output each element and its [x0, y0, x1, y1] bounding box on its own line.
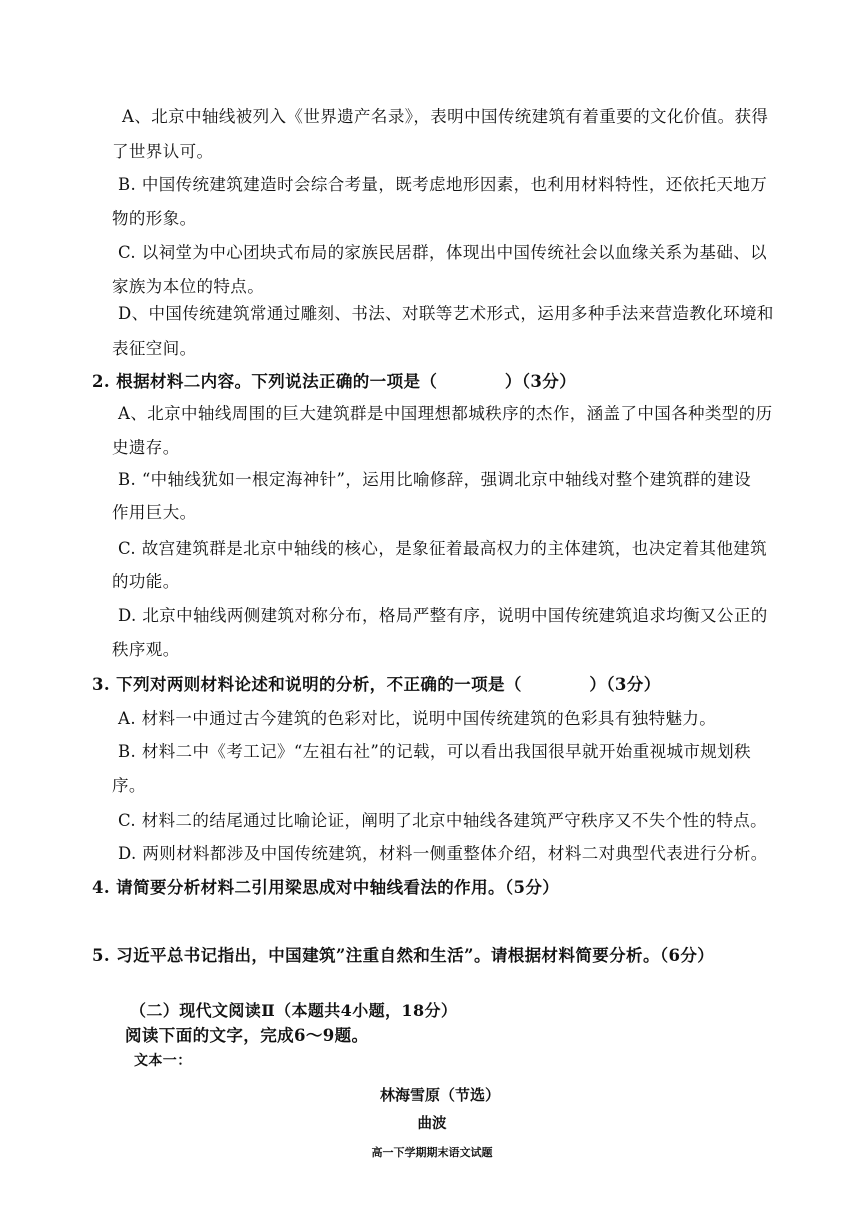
q3-option-c: C. 材料二的结尾通过比喻论证，阐明了北京中轴线各建筑严守秩序又不失个性的特点。 — [118, 811, 768, 830]
q1-option-b-line1: B. 中国传统建筑建造时会综合考量，既考虑地形因素，也利用材料特性，还依托天地万 — [118, 175, 768, 194]
q2-option-a-line1: A、北京中轴线周围的巨大建筑群是中国理想都城秩序的杰作，涵盖了中国各种类型的历 — [118, 404, 773, 423]
q2-option-b-line2: 作用巨大。 — [112, 503, 197, 522]
q2-option-a-line2: 史遗存。 — [112, 438, 180, 457]
q2-option-c-line1: C. 故宫建筑群是北京中轴线的核心，是象征着最高权力的主体建筑，也决定着其他建筑 — [118, 539, 768, 558]
q3-option-b-line2: 序。 — [112, 776, 146, 795]
q1-option-c-line1: C. 以祠堂为中心团块式布局的家族民居群，体现出中国传统社会以血缘关系为基础、以 — [118, 243, 768, 262]
q2-option-d-line2: 秩序观。 — [112, 640, 180, 659]
question-5: 5. 习近平总书记指出，中国建筑”注重自然和生活”。请根据材料简要分析。（6分） — [92, 946, 715, 965]
q1-option-d-line2: 表征空间。 — [112, 339, 197, 358]
section-2-instruction: 阅读下面的文字，完成6～9题。 — [125, 1026, 369, 1045]
q1-option-b-line2: 物的形象。 — [112, 209, 197, 228]
question-3-stem: 3. 下列对两则材料论述和说明的分析，不正确的一项是（ ）（3分） — [92, 675, 661, 694]
q3-option-b-line1: B. 材料二中《考工记》“左祖右社”的记载，可以看出我国很早就开始重视城市规划秩 — [118, 742, 751, 761]
q1-option-c-line2: 家族为本位的特点。 — [112, 277, 265, 296]
q2-option-d-line1: D. 北京中轴线两侧建筑对称分布，格局严整有序，说明中国传统建筑追求均衡又公正的 — [118, 606, 768, 625]
q1-option-a-line1: A、北京中轴线被列入《世界遗产名录》，表明中国传统建筑有着重要的文化价值。获得 — [122, 107, 769, 126]
article-author: 曲波 — [417, 1115, 447, 1132]
q1-option-a-line2: 了世界认可。 — [112, 142, 214, 161]
q2-option-b-line1: B. “中轴线犹如一根定海神针”，运用比喻修辞，强调北京中轴线对整个建筑群的建设 — [118, 470, 751, 489]
text-one-label: 文本一： — [134, 1053, 192, 1069]
q3-option-d: D. 两则材料都涉及中国传统建筑，材料一侧重整体介绍，材料二对典型代表进行分析。 — [118, 844, 768, 863]
section-2-title: （二）现代文阅读Ⅱ（本题共4小题，18分） — [130, 1001, 458, 1020]
q3-option-a: A. 材料一中通过古今建筑的色彩对比，说明中国传统建筑的色彩具有独特魅力。 — [118, 709, 717, 728]
q1-option-d-line1: D、中国传统建筑常通过雕刻、书法、对联等艺术形式，运用多种手法来营造教化环境和 — [118, 304, 774, 323]
q2-option-c-line2: 的功能。 — [112, 572, 180, 591]
page-footer: 高一下学期期末语文试题 — [371, 1146, 493, 1159]
question-4: 4. 请简要分析材料二引用梁思成对中轴线看法的作用。（5分） — [92, 878, 560, 897]
question-2-stem: 2. 根据材料二内容。下列说法正确的一项是（ ）（3分） — [92, 372, 577, 391]
article-title: 林海雪原（节选） — [379, 1086, 500, 1104]
